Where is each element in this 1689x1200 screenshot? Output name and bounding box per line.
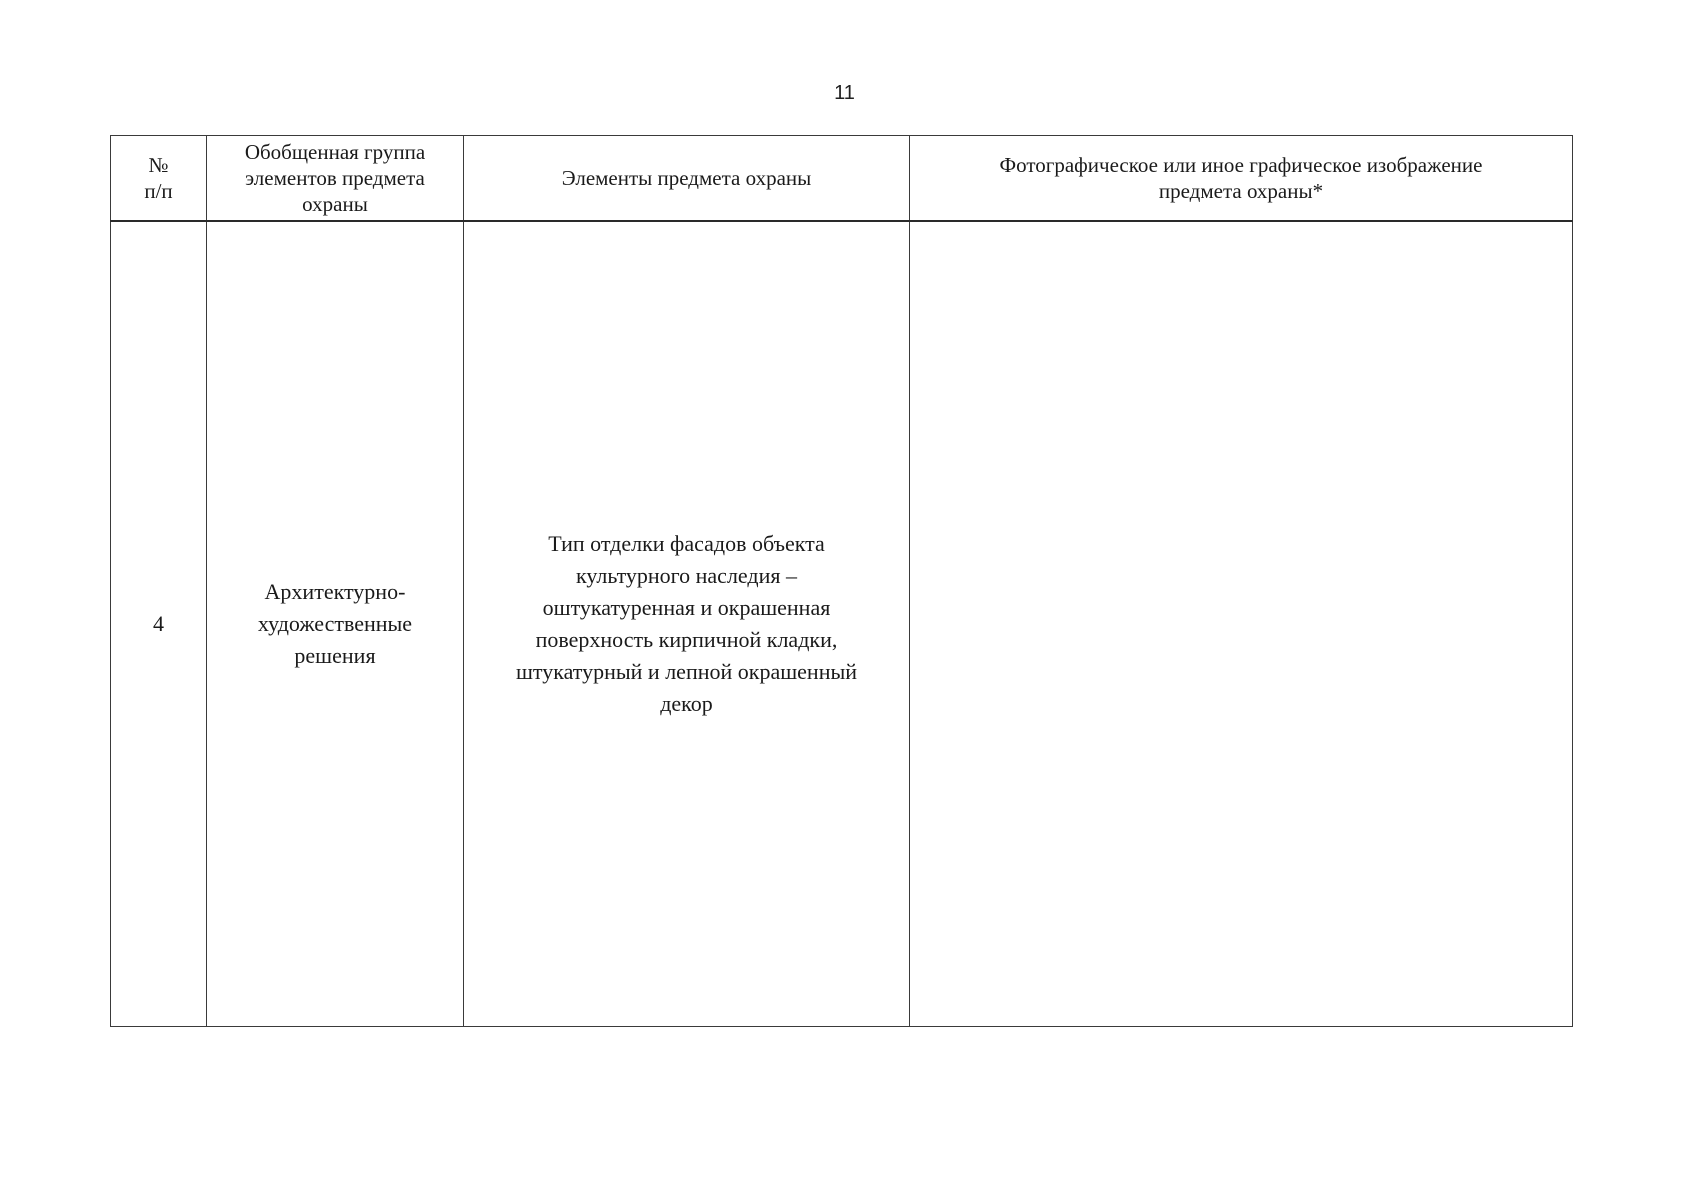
row-elements: Тип отделки фасадов объекта культурного наследия – оштукатуренная и окрашенная поверхность кирпичной кладки, штукатурный и лепной окрашенный декор	[515, 531, 858, 716]
table-row	[111, 221, 1573, 1027]
table-header-row	[111, 136, 1573, 222]
cell-photo	[910, 221, 1573, 1027]
header-number	[111, 136, 207, 222]
header-photo	[910, 136, 1573, 222]
cell-number	[111, 221, 207, 1027]
row-number: 4	[153, 611, 164, 636]
row-group: Архитектурно- художественные решения	[257, 579, 413, 668]
cell-group	[207, 221, 464, 1027]
header-photo-label: Фотографическое или иное графическое изображение предмета охраны*	[999, 153, 1483, 203]
header-group-label: Обобщенная группа элементов предмета охраны	[244, 140, 426, 216]
cell-elements	[464, 221, 910, 1027]
protection-elements-table	[110, 135, 1573, 1027]
header-group	[207, 136, 464, 222]
header-elements-label: Элементы предмета охраны	[561, 166, 812, 190]
page-number: 11	[834, 82, 855, 104]
header-elements	[464, 136, 910, 222]
header-number-label: № п/п	[144, 153, 173, 203]
